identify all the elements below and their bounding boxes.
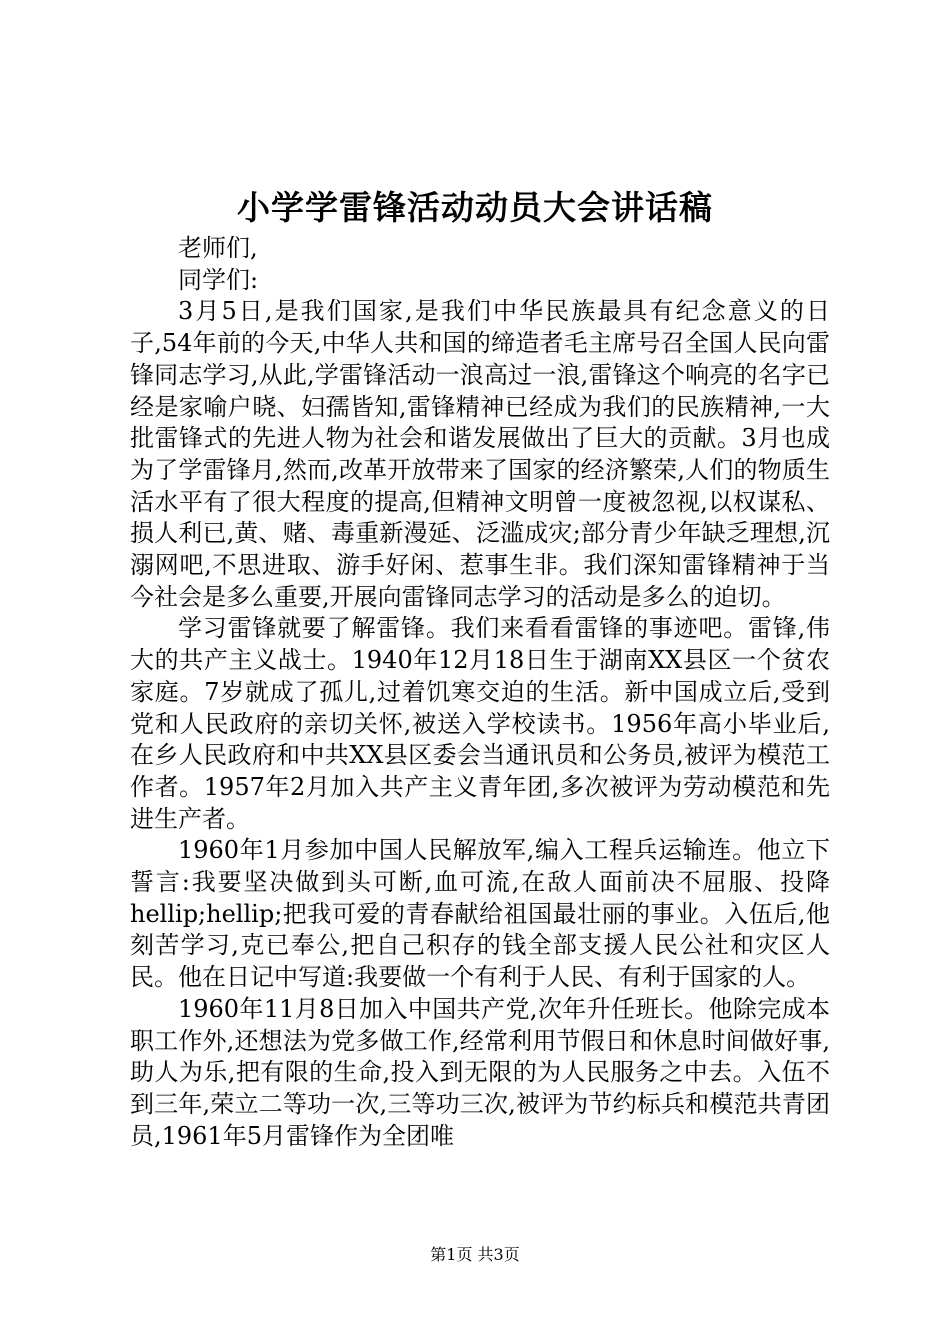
page-number-footer: 第1页 共3页	[430, 1245, 520, 1264]
paragraph-party: 1960年11月8日加入中国共产党,次年升任班长。他除完成本职工作外,还想法为党多做工作,经常利用节假日和休息时间做好事,助人为乐,把有限的生命,投入到无限的为人民服务之中去。入伍不到三年,荣立二等功一次,三等功三次,被评为节约标兵和模范共青团员,1961年5月雷锋作为全团唯	[130, 994, 830, 1150]
document-body	[130, 233, 830, 1152]
paragraph-biography: 学习雷锋就要了解雷锋。我们来看看雷锋的事迹吧。雷锋,伟大的共产主义战士。1940年12月18日生于湖南XX县区一个贫农家庭。7岁就成了孤儿,过着饥寒交迫的生活。新中国成立后,受到党和人民政府的亲切关怀,被送入学校读书。1956年高小毕业后,在乡人民政府和中共XX县区委会当通讯员和公务员,被评为模范工作者。1957年2月加入共产主义青年团,多次被评为劳动模范和先进生产者。	[130, 614, 830, 833]
paragraph-intro: 3月5日,是我们国家,是我们中华民族最具有纪念意义的日子,54年前的今天,中华人共和国的缔造者毛主席号召全国人民向雷锋同志学习,从此,学雷锋活动一浪高过一浪,雷锋这个响亮的名字已经是家喻户晓、妇孺皆知,雷锋精神已经成为我们的民族精神,一大批雷锋式的先进人物为社会和谐发展做出了巨大的贡献。3月也成为了学雷锋月,然而,改革开放带来了国家的经济繁荣,人们的物质生活水平有了很大程度的提高,但精神文明曾一度被忽视,以权谋私、损人利已,黄、赌、毒重新漫延、泛滥成灾;部分青少年缺乏理想,沉溺网吧,不思进取、游手好闲、惹事生非。我们深知雷锋精神于当今社会是多么重要,开展向雷锋同志学习的活动是多么的迫切。	[130, 297, 830, 611]
salutation-students: 同学们:	[178, 265, 259, 294]
document-title: 小学学雷锋活动动员大会讲话稿	[237, 188, 713, 227]
salutation-teachers: 老师们,	[178, 234, 258, 262]
paragraph-army: 1960年1月参加中国人民解放军,编入工程兵运输连。他立下誓言:我要坚决做到头可断,血可流,在敌人面前决不屈服、投降hellip;hellip;把我可爱的青春献给祖国最壮丽的事业。入伍后,他刻苦学习,克已奉公,把自己积存的钱全部支援人民公社和灾区人民。他在日记中写道:我要做一个有利于人民、有利于国家的人。	[130, 836, 830, 992]
